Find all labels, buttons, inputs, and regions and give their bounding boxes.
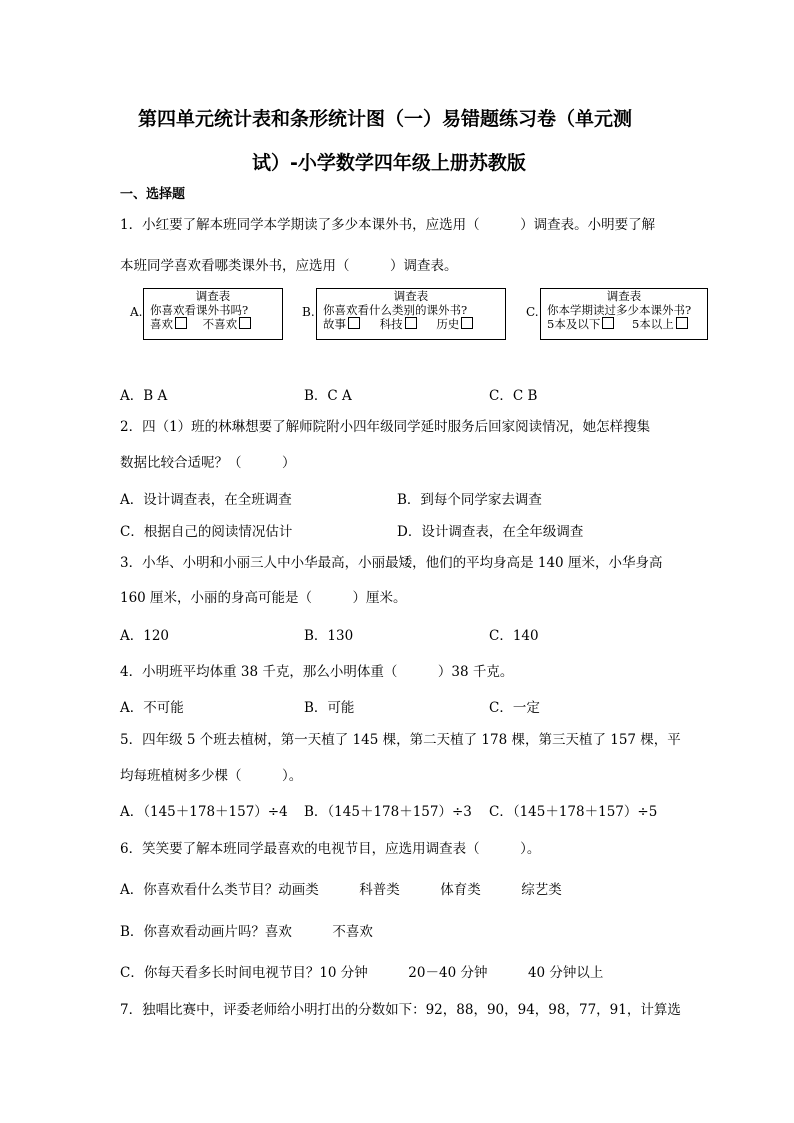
checkbox-icon: [175, 317, 187, 329]
section-heading: 一、选择题: [120, 187, 186, 202]
question-4-option-c: C．一定: [489, 700, 540, 716]
survey-c-label: C.: [526, 305, 539, 319]
survey-c-head: 调查表: [606, 289, 642, 303]
page-title-line2: 试）-小学数学四年级上册苏教版: [252, 152, 526, 174]
question-7-line1: 7．独唱比赛中，评委老师给小明打出的分数如下：92，88，90，94，98，77，91，计算选: [120, 1002, 681, 1018]
question-5-line1: 5．四年级 5 个班去植树，第一天植了 145 棵，第二天植了 178 棵，第三天植了 157 棵，平: [120, 732, 681, 748]
question-2-option-d: D．设计调查表，在全年级调查: [397, 524, 584, 540]
question-2-option-b: B．到每个同学家去调查: [397, 492, 542, 508]
question-2-line2: 数据比较合适呢？（ ）: [120, 455, 296, 471]
question-1-option-c: C．C B: [489, 388, 538, 404]
question-3-option-c: C．140: [489, 628, 539, 644]
choice-text: 科技: [379, 317, 403, 331]
question-1-option-b: B．C A: [304, 388, 352, 404]
question-4-option-a: A．不可能: [120, 700, 184, 716]
question-4-option-b: B．可能: [304, 700, 355, 716]
survey-a-choices: [144, 317, 282, 331]
choice-text: 5本及以下: [547, 317, 601, 331]
survey-b-question: 你喜欢看什么类别的课外书?: [323, 303, 468, 317]
question-5-line2: 均每班植树多少棵（ ）。: [120, 768, 303, 784]
checkbox-icon: [405, 317, 417, 329]
question-1-line1: 1．小红要了解本班同学本学期读了多少本课外书，应选用（ ）调查表。小明要了解: [120, 217, 656, 233]
checkbox-icon: [348, 317, 360, 329]
checkbox-icon: [676, 317, 688, 329]
survey-c-choices: [541, 317, 707, 331]
choice-text: 故事: [323, 317, 346, 331]
choice-text: 喜欢: [150, 317, 173, 331]
checkbox-icon: [239, 317, 251, 329]
question-2-option-a: A．设计调查表，在全班调查: [120, 492, 292, 508]
question-6-line1: 6．笑笑要了解本班同学最喜欢的电视节目，应选用调查表（ ）。: [120, 841, 541, 857]
question-5-option-a: A．（145＋178＋157）÷4: [120, 804, 288, 820]
survey-a-question: 你喜欢看课外书吗?: [150, 303, 249, 317]
question-3-option-b: B．130: [304, 628, 354, 644]
choice-text: 历史: [436, 317, 460, 331]
survey-a-head: 调查表: [195, 289, 231, 303]
question-2-option-c: C．根据自己的阅读情况估计: [120, 524, 293, 540]
choice-text: 5本以上: [631, 317, 674, 331]
survey-c-question: 你本学期读过多少本课外书?: [547, 303, 692, 317]
question-3-option-a: A．120: [120, 628, 170, 644]
question-1-option-a: A．B A: [120, 388, 168, 404]
question-3-line1: 3．小华、小明和小丽三人中小华最高，小丽最矮，他们的平均身高是 140 厘米，小华身高: [120, 555, 663, 571]
survey-b-choices: [317, 317, 505, 331]
question-6-option-c: C．你每天看多长时间电视节目？10 分钟 20－40 分钟 40 分钟以上: [120, 965, 604, 981]
checkbox-icon: [602, 317, 614, 329]
page-title-line1: 第四单元统计表和条形统计图（一）易错题练习卷（单元测: [138, 108, 633, 130]
survey-table-c: [540, 288, 708, 340]
question-1-line2: 本班同学喜欢看哪类课外书，应选用（ ）调查表。: [120, 258, 458, 274]
survey-a-label: A.: [130, 305, 143, 319]
question-5-option-c: C．（145＋178＋157）÷5: [489, 804, 658, 820]
question-5-option-b: B．（145＋178＋157）÷3: [304, 804, 472, 820]
survey-table-b: [316, 288, 506, 340]
question-3-line2: 160 厘米，小丽的身高可能是（ ）厘米。: [120, 590, 407, 606]
question-6-option-b: B．你喜欢看动画片吗？喜欢 不喜欢: [120, 924, 373, 940]
choice-text: 不喜欢: [202, 317, 238, 331]
survey-b-head: 调查表: [393, 289, 429, 303]
survey-table-a: [143, 288, 283, 340]
checkbox-icon: [461, 317, 473, 329]
question-6-option-a: A．你喜欢看什么类节目？动画类 科普类 体育类 综艺类: [120, 882, 562, 898]
question-2-line1: 2．四（1）班的林琳想要了解师院附小四年级同学延时服务后回家阅读情况，她怎样搜集: [120, 419, 651, 435]
survey-b-label: B.: [302, 305, 315, 319]
question-4-line1: 4．小明班平均体重 38 千克，那么小明体重（ ）38 千克。: [120, 664, 514, 680]
